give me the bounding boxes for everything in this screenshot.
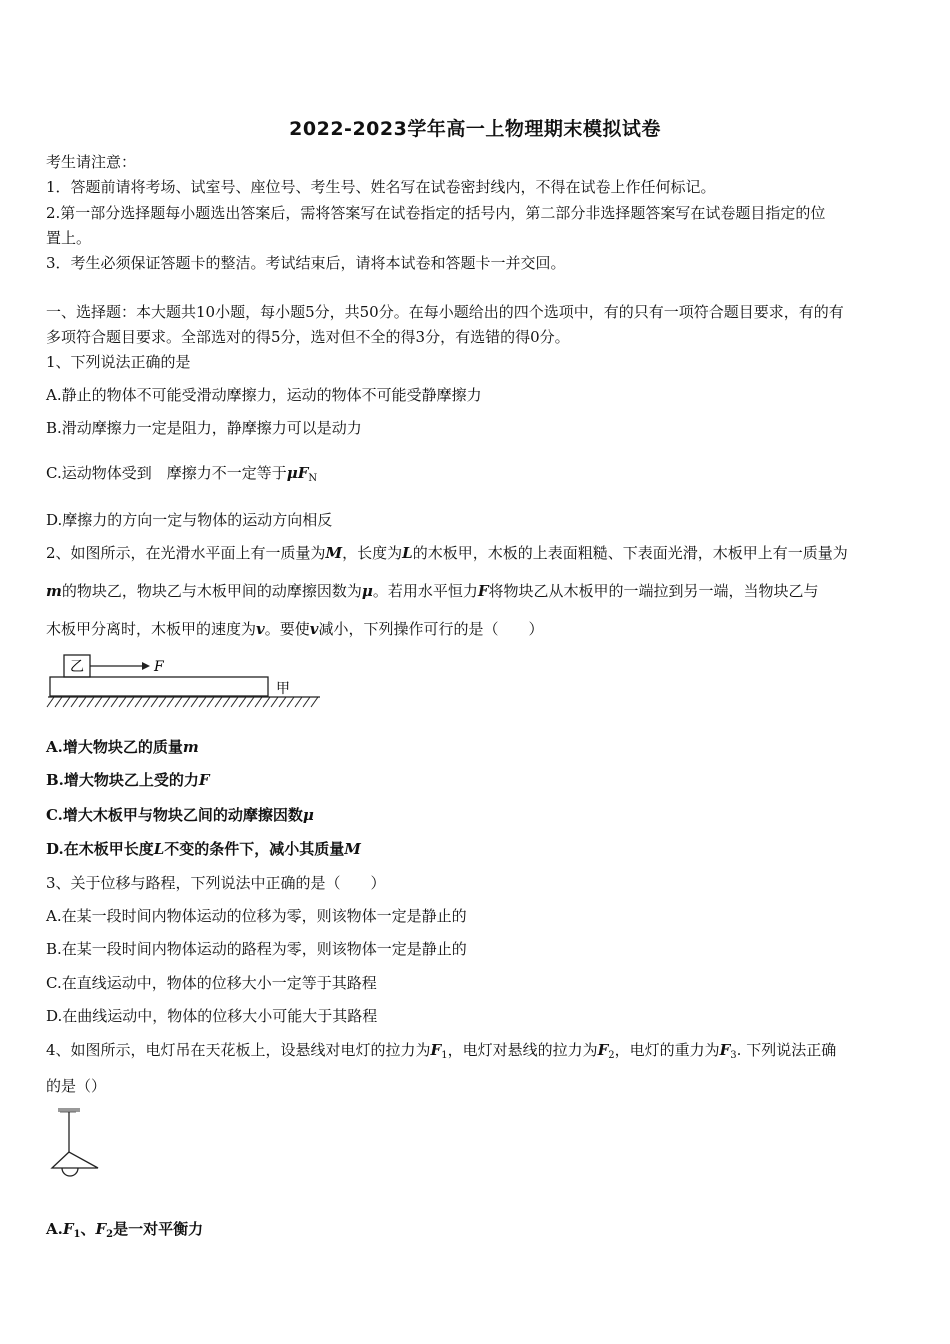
q2-option-a-text: A.增大物块乙的质量 bbox=[46, 738, 183, 756]
lamp-shade bbox=[52, 1152, 98, 1168]
q3-stem: 3、关于位移与路程，下列说法中正确的是（ ） bbox=[46, 874, 386, 892]
hatch-mark bbox=[175, 697, 182, 707]
hatch-mark bbox=[151, 697, 158, 707]
q4-text: 4、如图所示，电灯吊在天花板上，设悬线对电灯的拉力为 bbox=[46, 1041, 431, 1059]
q4-var-F2: F bbox=[597, 1041, 609, 1059]
section-instructions-2: 多项符合题目要求。全部选对的得5分，选对但不全的得3分，有选错的得0分。 bbox=[46, 328, 570, 346]
q4-var-F2: F bbox=[95, 1220, 107, 1238]
q2-var-v: v bbox=[309, 620, 319, 638]
notice-item-2-cont: 置上。 bbox=[46, 229, 92, 247]
q4-option-a bbox=[46, 1219, 908, 1245]
q3-option-b: B.在某一段时间内物体运动的路程为零，则该物体一定是静止的 bbox=[46, 940, 467, 958]
q1-option-c-mu: μF bbox=[286, 464, 309, 482]
hatch-mark bbox=[287, 697, 294, 707]
hatch-mark bbox=[295, 697, 302, 707]
hatch-mark bbox=[215, 697, 222, 707]
q2-option-a bbox=[46, 737, 908, 757]
q2-var-m: m bbox=[182, 738, 199, 756]
block-label: 乙 bbox=[70, 659, 84, 675]
notice-item-1: 1．答题前请将考场、试室号、座位号、考生号、姓名写在试卷密封线内，不得在试卷上作任何标记。 bbox=[46, 178, 716, 196]
q1-option-c-text: C.运动物体受到 摩擦力不一定等于 bbox=[46, 464, 287, 482]
hatch-mark bbox=[167, 697, 174, 707]
q4-text: . 下列说法正确 bbox=[736, 1041, 837, 1059]
q2-option-c bbox=[46, 805, 908, 825]
hatch-mark bbox=[183, 697, 190, 707]
hatch-mark bbox=[231, 697, 238, 707]
q4-stem-line-1 bbox=[46, 1040, 908, 1066]
q2-stem-line-3 bbox=[46, 619, 908, 639]
q2-text: 。若用水平恒力 bbox=[372, 582, 478, 600]
hatch-mark bbox=[143, 697, 150, 707]
q4-sub-1: 1 bbox=[73, 1229, 81, 1240]
hatch-mark bbox=[191, 697, 198, 707]
q2-option-c-text: C.增大木板甲与物块乙间的动摩擦因数 bbox=[46, 806, 303, 824]
q4-stem-line-2: 的是（） bbox=[46, 1077, 107, 1095]
q2-text: 。要使 bbox=[264, 620, 310, 638]
q4-sub-3: 3 bbox=[730, 1050, 737, 1061]
board-label: 甲 bbox=[276, 681, 290, 697]
hatch-mark bbox=[311, 697, 318, 707]
hatch-mark bbox=[255, 697, 262, 707]
q1-option-c-sub: N bbox=[308, 473, 318, 484]
q2-stem-line-2 bbox=[46, 581, 908, 601]
hatch-mark bbox=[279, 697, 286, 707]
q4-text: ，电灯对悬线的拉力为 bbox=[447, 1041, 598, 1059]
q2-text: 将物块乙从木板甲的一端拉到另一端，当物块乙与 bbox=[488, 582, 819, 600]
hatch-mark bbox=[223, 697, 230, 707]
q4-option-a-text: 是一对平衡力 bbox=[113, 1220, 204, 1238]
q2-board-block-figure bbox=[46, 650, 336, 714]
notice-item-2: 2.第一部分选择题每小题选出答案后，需将答案写在试卷指定的括号内，第二部分非选择题答案写在试卷题目指定的位 bbox=[46, 204, 826, 222]
hatch-mark bbox=[103, 697, 110, 707]
force-label: F bbox=[154, 659, 164, 675]
q1-option-a: A.静止的物体不可能受滑动摩擦力，运动的物体不可能受静摩擦力 bbox=[46, 386, 482, 404]
hatch-mark bbox=[47, 697, 54, 707]
q2-text: 的木板甲，木板的上表面粗糙、下表面光滑，木板甲上有一质量为 bbox=[412, 544, 848, 562]
q4-var-F1: F bbox=[430, 1041, 442, 1059]
q2-var-L: L bbox=[153, 840, 165, 858]
force-arrow-head bbox=[142, 662, 150, 670]
hatch-mark bbox=[63, 697, 70, 707]
q2-var-m: m bbox=[46, 582, 62, 600]
hatch-mark bbox=[55, 697, 62, 707]
q2-var-F: F bbox=[198, 771, 210, 789]
q1-option-b: B.滑动摩擦力一定是阻力，静摩擦力可以是动力 bbox=[46, 419, 362, 437]
hatch-mark bbox=[159, 697, 166, 707]
q2-text: ，长度为 bbox=[342, 544, 403, 562]
hatch-mark bbox=[127, 697, 134, 707]
hatch-mark bbox=[239, 697, 246, 707]
hatch-mark bbox=[95, 697, 102, 707]
hatch-mark bbox=[87, 697, 94, 707]
hatch-mark bbox=[303, 697, 310, 707]
q2-var-mu: μ bbox=[361, 582, 373, 600]
q4-var-F3: F bbox=[719, 1041, 731, 1059]
notice-item-3: 3．考生必须保证答题卡的整洁。考试结束后，请将本试卷和答题卡一并交回。 bbox=[46, 254, 566, 272]
q4-sub-2: 2 bbox=[608, 1050, 615, 1061]
q2-option-d-text: D.在木板甲长度 bbox=[46, 840, 154, 858]
q4-hanging-lamp-figure bbox=[46, 1106, 106, 1188]
q4-text: ，电灯的重力为 bbox=[614, 1041, 720, 1059]
q2-text: 木板甲分离时，木板甲的速度为 bbox=[46, 620, 257, 638]
q4-sep: 、 bbox=[80, 1220, 96, 1238]
hatch-mark bbox=[135, 697, 142, 707]
q2-option-b bbox=[46, 770, 908, 790]
q2-text: 减小，下列操作可行的是（ ） bbox=[318, 620, 544, 638]
q2-stem-line-1 bbox=[46, 543, 908, 563]
q2-var-L: L bbox=[402, 544, 413, 562]
page-title: 2022-2023学年高一上物理期末模拟试卷 bbox=[289, 118, 661, 140]
q1-stem: 1、下列说法正确的是 bbox=[46, 353, 191, 371]
hatch-mark bbox=[79, 697, 86, 707]
q2-option-b-text: B.增大物块乙上受的力 bbox=[46, 771, 199, 789]
hatch-mark bbox=[271, 697, 278, 707]
board-jia bbox=[50, 677, 268, 696]
q2-option-d bbox=[46, 839, 908, 859]
hatch-mark bbox=[71, 697, 78, 707]
q3-option-d: D.在曲线运动中，物体的位移大小可能大于其路程 bbox=[46, 1007, 378, 1025]
q2-var-M: M bbox=[344, 840, 361, 858]
q2-text: 2、如图所示，在光滑水平面上有一质量为 bbox=[46, 544, 326, 562]
ceiling-mount bbox=[58, 1108, 80, 1112]
q3-option-c: C.在直线运动中，物体的位移大小一定等于其路程 bbox=[46, 974, 377, 992]
q4-sub-2: 2 bbox=[106, 1229, 114, 1240]
q2-var-F: F bbox=[477, 582, 489, 600]
hatch-mark bbox=[207, 697, 214, 707]
ground-hatching bbox=[47, 697, 318, 707]
q4-var-F1: F bbox=[62, 1220, 74, 1238]
q1-option-c bbox=[46, 463, 908, 489]
q3-option-a: A.在某一段时间内物体运动的位移为零，则该物体一定是静止的 bbox=[46, 907, 467, 925]
q2-var-v: v bbox=[256, 620, 265, 638]
q2-var-M: M bbox=[325, 544, 343, 562]
q4-sub-1: 1 bbox=[441, 1050, 448, 1061]
light-bulb bbox=[62, 1168, 78, 1176]
hatch-mark bbox=[247, 697, 254, 707]
q2-text: 的物块乙，物块乙与木板甲间的动摩擦因数为 bbox=[61, 582, 362, 600]
notice-header: 考生请注意： bbox=[46, 153, 137, 171]
hatch-mark bbox=[199, 697, 206, 707]
q2-option-d-text: 不变的条件下，减小其质量 bbox=[164, 840, 345, 858]
q1-option-d: D.摩擦力的方向一定与物体的运动方向相反 bbox=[46, 511, 333, 529]
hatch-mark bbox=[263, 697, 270, 707]
hatch-mark bbox=[111, 697, 118, 707]
hatch-mark bbox=[119, 697, 126, 707]
q2-var-mu: μ bbox=[302, 806, 314, 824]
section-instructions-1: 一、选择题：本大题共10小题，每小题5分，共50分。在每小题给出的四个选项中，有的只有一项符合题目要求，有的有 bbox=[46, 303, 844, 321]
q4-option-a-prefix: A. bbox=[46, 1220, 63, 1238]
